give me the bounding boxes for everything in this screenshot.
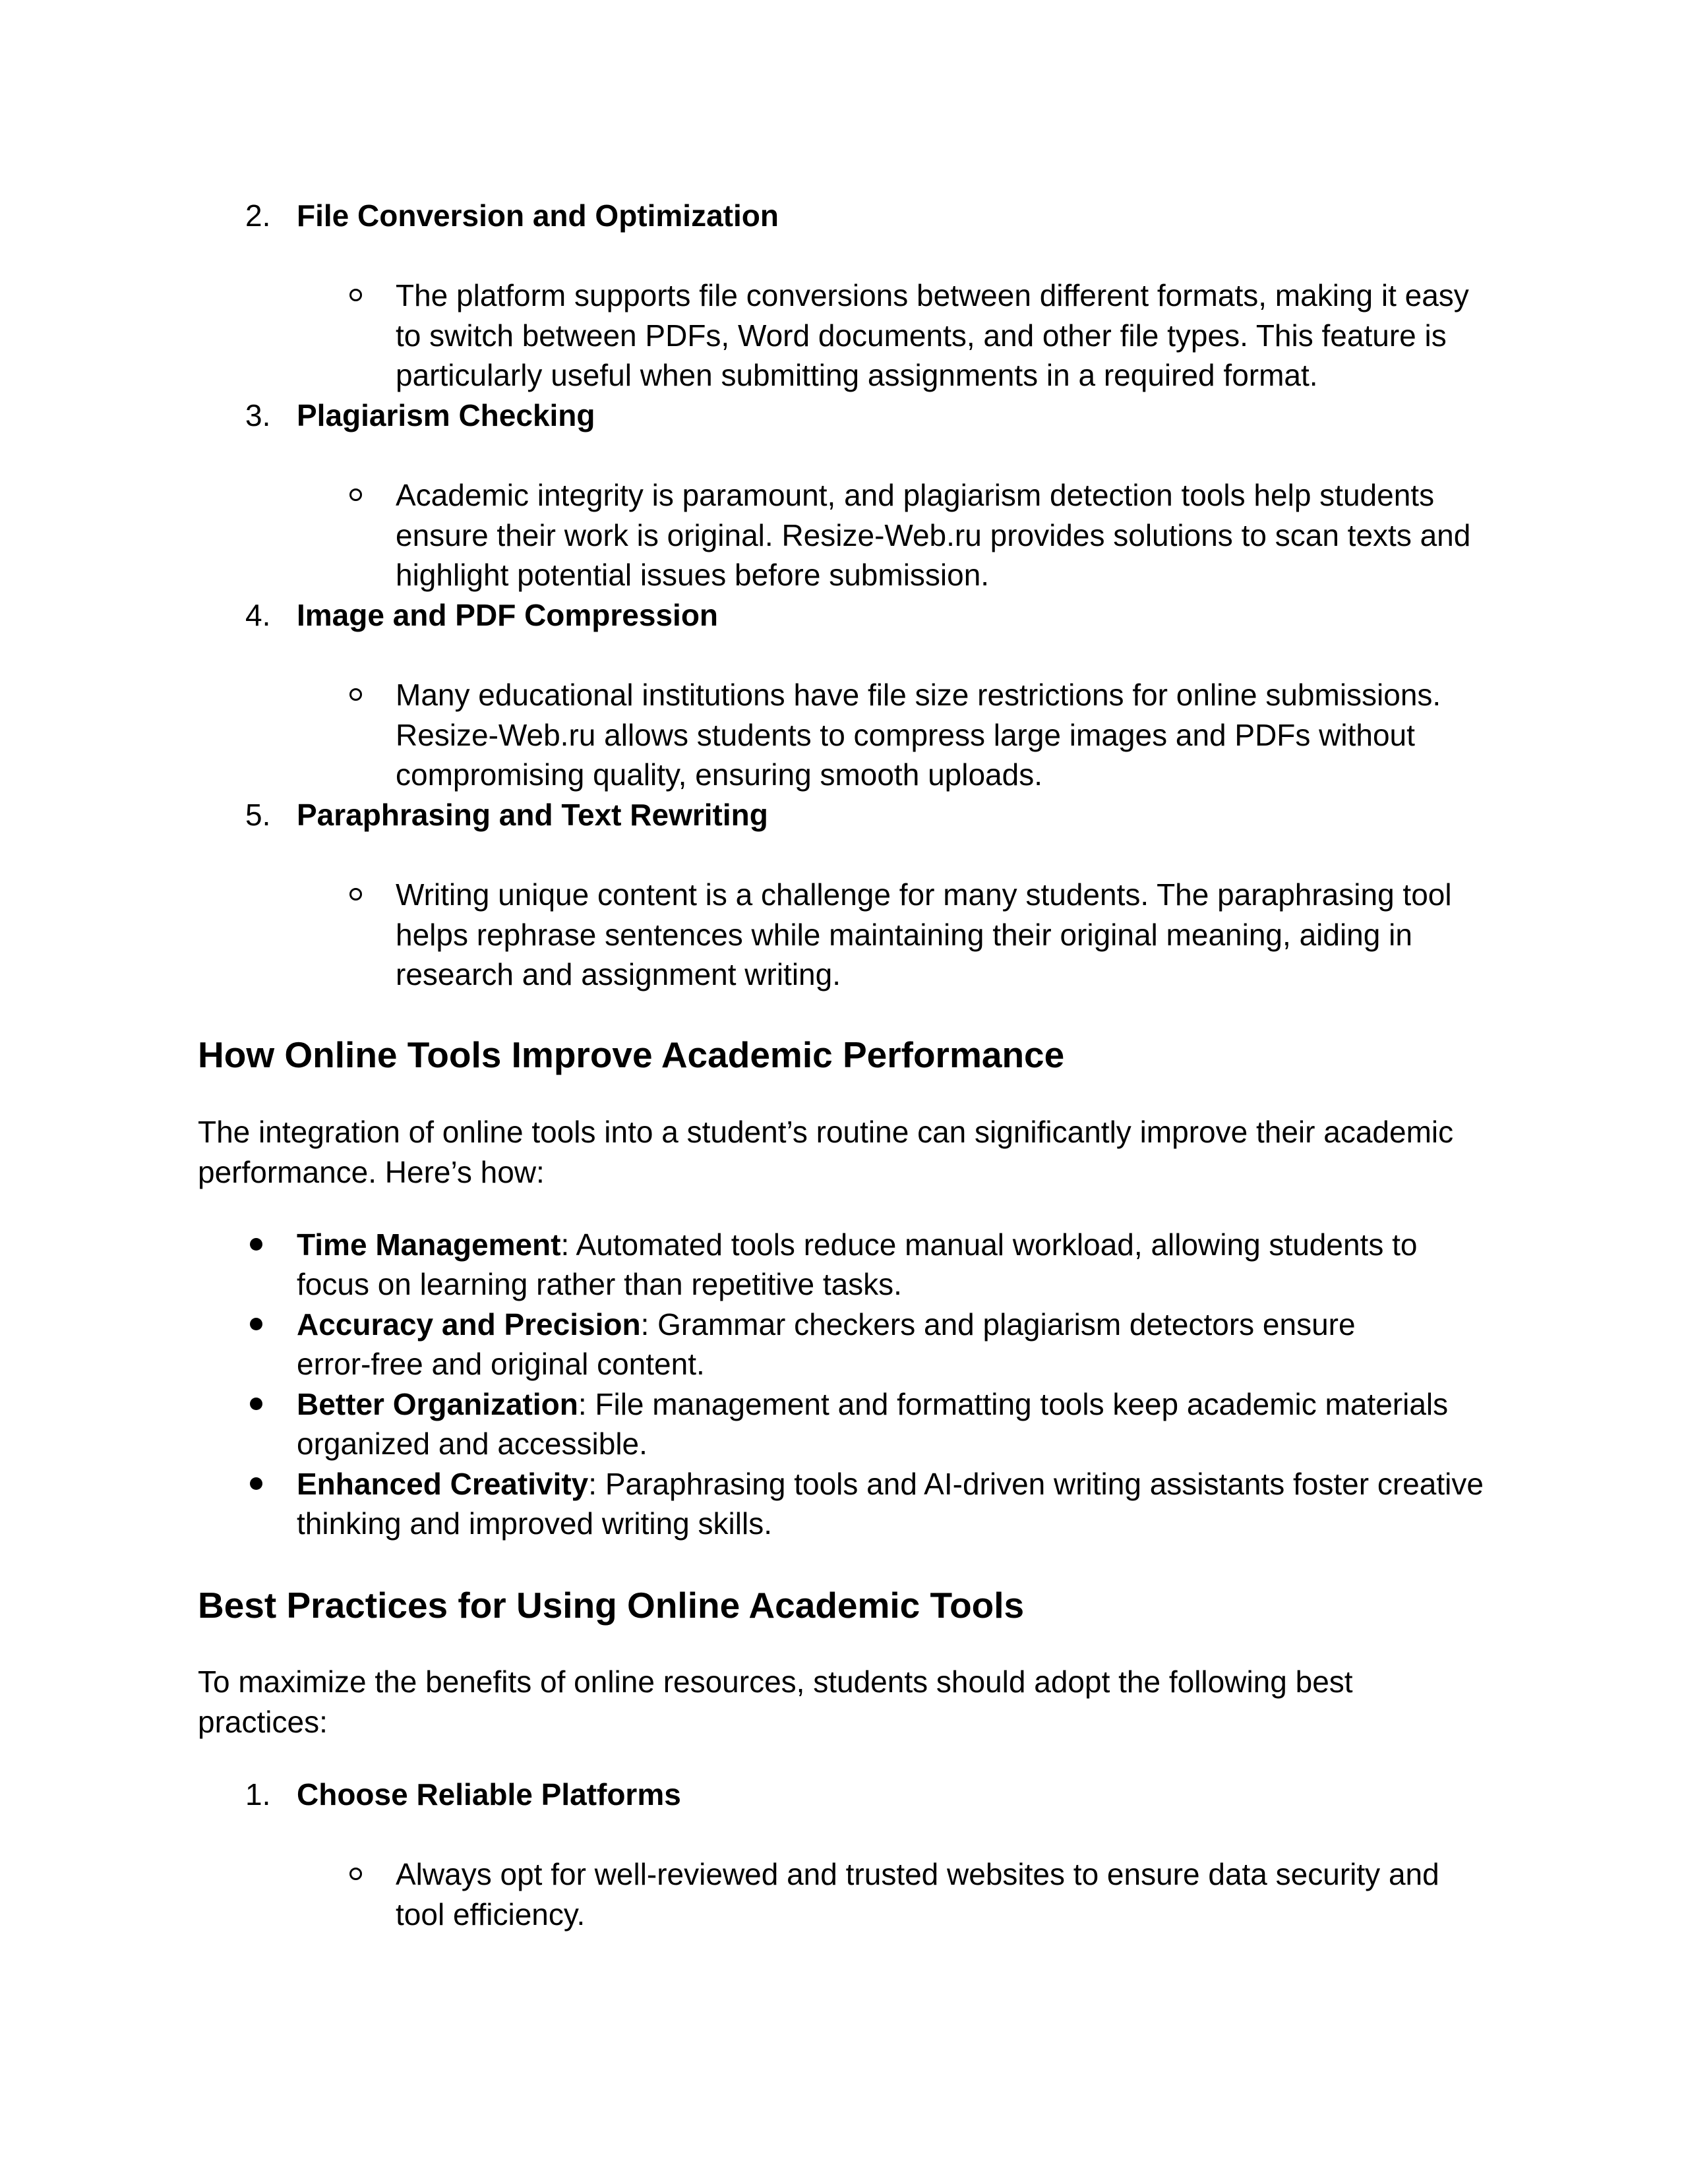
list-number: 2. [245,198,271,233]
bullet-term: Better Organization [297,1387,578,1421]
bullet-line [297,1225,1417,1265]
list-item-text: compromising quality, ensuring smooth uploads. [396,757,1042,792]
list-item-title: File Conversion and Optimization [297,198,779,233]
list-item-text: Academic integrity is paramount, and plagiarism detection tools help students [396,478,1435,512]
list-item-text: tool efficiency. [396,1897,586,1932]
bullet-text: : File management and formatting tools keep academic materials [578,1387,1449,1421]
paragraph-text: practices: [198,1705,328,1739]
bullet-text: focus on learning rather than repetitive tasks. [297,1267,902,1301]
list-item-title: Plagiarism Checking [297,398,595,432]
bullet-line [297,1305,1356,1345]
list-item-text: ensure their work is original. Resize-Web.ru provides solutions to scan texts and [396,518,1471,552]
paragraph-text: To maximize the benefits of online resources, students should adopt the following best [198,1665,1353,1699]
section-heading: How Online Tools Improve Academic Performance [198,1034,1065,1075]
paragraph-text: performance. Here’s how: [198,1155,545,1189]
list-item-text: Writing unique content is a challenge for many students. The paraphrasing tool [396,877,1452,912]
list-item-text: highlight potential issues before submission. [396,558,990,592]
list-item-text: Many educational institutions have file size restrictions for online submissions. [396,678,1441,712]
bullet-text: : Automated tools reduce manual workload, allowing students to [560,1227,1418,1262]
list-item-text: Always opt for well-reviewed and trusted websites to ensure data security and [396,1857,1439,1891]
hollow-bullet-icon [349,688,362,701]
list-item-title: Choose Reliable Platforms [297,1777,681,1812]
hollow-bullet-icon [349,1868,362,1880]
hollow-bullet-icon [349,289,362,301]
bullet-line [297,1384,1448,1425]
bullet-term: Accuracy and Precision [297,1307,641,1342]
bullet-line [297,1464,1484,1504]
paragraph-text: The integration of online tools into a student’s routine can significantly improve their academic [198,1115,1454,1149]
list-item-text: helps rephrase sentences while maintaining their original meaning, aiding in [396,918,1412,952]
list-item-title: Paraphrasing and Text Rewriting [297,798,768,832]
list-item-text: The platform supports file conversions between different formats, making it easy [396,278,1469,312]
bullet-term: Enhanced Creativity [297,1467,589,1501]
list-number: 1. [245,1777,271,1812]
hollow-bullet-icon [349,488,362,501]
list-number: 5. [245,798,271,832]
bullet-icon [250,1318,262,1330]
bullet-term: Time Management [297,1227,561,1262]
hollow-bullet-icon [349,888,362,900]
bullet-text: : Grammar checkers and plagiarism detectors ensure [640,1307,1356,1342]
list-item-text: research and assignment writing. [396,957,841,991]
bullet-text: thinking and improved writing skills. [297,1506,772,1541]
section-heading: Best Practices for Using Online Academic Tools [198,1585,1025,1626]
list-item-text: Resize-Web.ru allows students to compress large images and PDFs without [396,718,1415,752]
list-item-text: to switch between PDFs, Word documents, and other file types. This feature is [396,318,1447,353]
list-item-title: Image and PDF Compression [297,598,719,632]
bullet-icon [250,1398,262,1410]
bullet-text: organized and accessible. [297,1427,648,1461]
bullet-text: : Paraphrasing tools and AI-driven writing assistants foster creative [588,1467,1484,1501]
bullet-text: error-free and original content. [297,1347,705,1381]
bullet-icon [250,1238,262,1251]
list-number: 4. [245,598,271,632]
list-number: 3. [245,398,271,432]
bullet-icon [250,1477,262,1490]
list-item-text: particularly useful when submitting assignments in a required format. [396,358,1318,392]
